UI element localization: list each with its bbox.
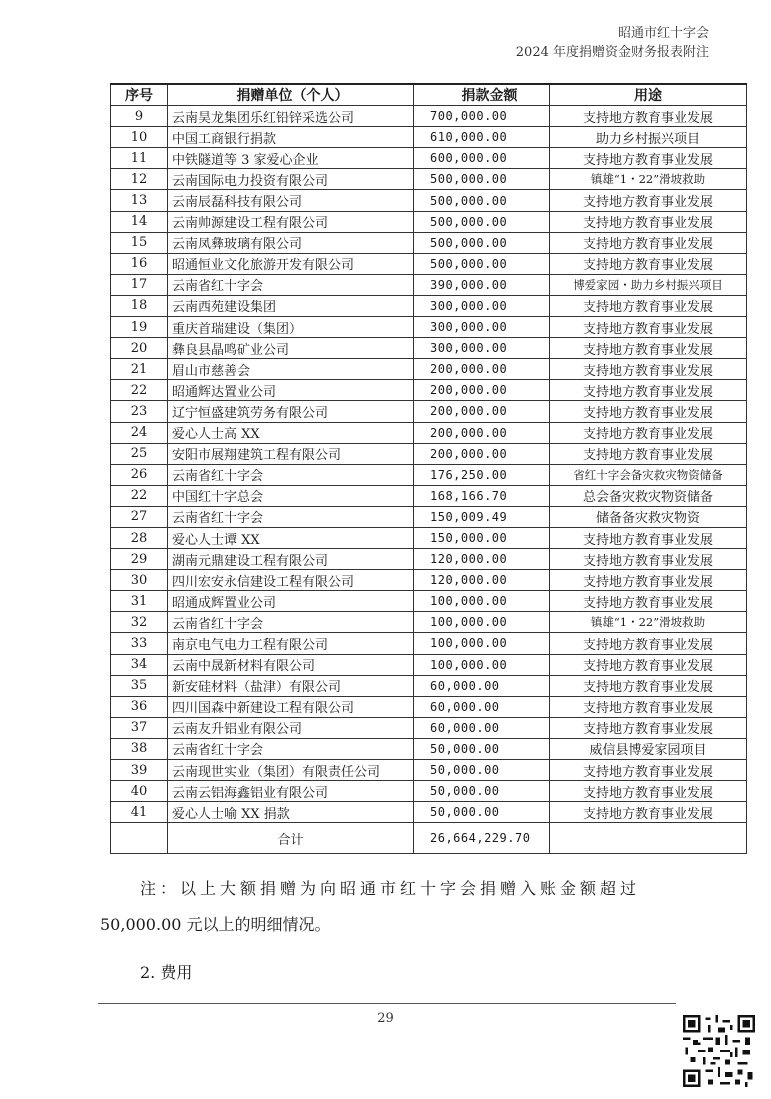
row-number: 25: [111, 443, 168, 464]
table-row: [111, 717, 747, 738]
donor-name: 爱心人士喻 XX 捐款: [168, 802, 414, 823]
row-number: 41: [111, 802, 168, 823]
table-row: [111, 781, 747, 802]
donor-name: 云南省红十字会: [168, 738, 414, 759]
table-row: [111, 612, 747, 633]
donor-name: 云南云铝海鑫铝业有限公司: [168, 781, 414, 802]
donation-amount: 200,000.00: [414, 359, 550, 380]
donor-name: 四川宏安永信建设工程有限公司: [168, 570, 414, 591]
donation-purpose: 支持地方教育事业发展: [550, 338, 747, 359]
donation-amount: 150,000.00: [414, 527, 550, 548]
row-number: 23: [111, 401, 168, 422]
row-number: 22: [111, 380, 168, 401]
table-row: [111, 802, 747, 823]
row-number: 14: [111, 211, 168, 232]
row-number: 10: [111, 127, 168, 148]
total-amount: 26,664,229.70: [414, 823, 550, 854]
donation-amount: 610,000.00: [414, 127, 550, 148]
donor-name: 云南省红十字会: [168, 274, 414, 295]
row-number: 18: [111, 295, 168, 316]
table-row: [111, 401, 747, 422]
donation-purpose: 博爱家园・助力乡村振兴项目: [550, 274, 747, 295]
donation-purpose: 支持地方教育事业发展: [550, 380, 747, 401]
total-empty-cell: [111, 823, 168, 854]
table-row: [111, 654, 747, 675]
donor-name: 彝良县晶鸣矿业公司: [168, 338, 414, 359]
donations-table: [110, 83, 747, 854]
table-row: [111, 359, 747, 380]
row-number: 17: [111, 274, 168, 295]
row-number: 36: [111, 696, 168, 717]
table-row: [111, 106, 747, 127]
donation-amount: 100,000.00: [414, 591, 550, 612]
donation-purpose: 支持地方教育事业发展: [550, 106, 747, 127]
donation-purpose: 支持地方教育事业发展: [550, 633, 747, 654]
donor-name: 昭通成辉置业公司: [168, 591, 414, 612]
donation-purpose: 总会备灾救灾物资储备: [550, 485, 747, 506]
donor-name: 重庆首瑞建设（集团）: [168, 317, 414, 338]
donation-purpose: 支持地方教育事业发展: [550, 717, 747, 738]
table-row: [111, 127, 747, 148]
section-heading: 2. 费用: [140, 963, 193, 982]
donation-purpose: 支持地方教育事业发展: [550, 359, 747, 380]
donation-amount: 700,000.00: [414, 106, 550, 127]
row-number: 34: [111, 654, 168, 675]
table-row: [111, 274, 747, 295]
col-header-donor: 捐赠单位（个人）: [168, 84, 414, 106]
row-number: 12: [111, 169, 168, 190]
donation-amount: 120,000.00: [414, 549, 550, 570]
row-number: 39: [111, 760, 168, 781]
row-number: 22: [111, 485, 168, 506]
donation-amount: 60,000.00: [414, 675, 550, 696]
donation-purpose: 镇雄“1・22”滑坡救助: [550, 612, 747, 633]
donation-amount: 300,000.00: [414, 338, 550, 359]
donation-purpose: 支持地方教育事业发展: [550, 317, 747, 338]
row-number: 16: [111, 253, 168, 274]
donation-amount: 300,000.00: [414, 317, 550, 338]
table-row: [111, 190, 747, 211]
donation-amount: 50,000.00: [414, 760, 550, 781]
donation-amount: 300,000.00: [414, 295, 550, 316]
donation-amount: 500,000.00: [414, 190, 550, 211]
donation-amount: 600,000.00: [414, 148, 550, 169]
donation-amount: 168,166.70: [414, 485, 550, 506]
donation-purpose: 支持地方教育事业发展: [550, 253, 747, 274]
table-row: [111, 317, 747, 338]
donation-amount: 176,250.00: [414, 464, 550, 485]
donor-name: 云南省红十字会: [168, 464, 414, 485]
donation-purpose: 支持地方教育事业发展: [550, 190, 747, 211]
donor-name: 湖南元鼎建设工程有限公司: [168, 549, 414, 570]
donor-name: 昭通辉达置业公司: [168, 380, 414, 401]
donation-amount: 200,000.00: [414, 443, 550, 464]
donation-purpose: 助力乡村振兴项目: [550, 127, 747, 148]
row-number: 9: [111, 106, 168, 127]
donor-name: 云南辰磊科技有限公司: [168, 190, 414, 211]
donor-name: 四川国森中新建设工程有限公司: [168, 696, 414, 717]
donation-amount: 50,000.00: [414, 738, 550, 759]
document-header: [516, 24, 709, 62]
table-row: [111, 591, 747, 612]
table-row: [111, 169, 747, 190]
donation-amount: 120,000.00: [414, 570, 550, 591]
table-row: [111, 527, 747, 548]
table-row: [111, 338, 747, 359]
donation-amount: 390,000.00: [414, 274, 550, 295]
row-number: 40: [111, 781, 168, 802]
row-number: 24: [111, 422, 168, 443]
donor-name: 云南昊龙集团乐红铅锌采选公司: [168, 106, 414, 127]
donation-purpose: 支持地方教育事业发展: [550, 781, 747, 802]
table-row: [111, 380, 747, 401]
donor-name: 爱心人士高 XX: [168, 422, 414, 443]
table-row: [111, 633, 747, 654]
donor-name: 新安硅材料（盐津）有限公司: [168, 675, 414, 696]
donation-amount: 150,009.49: [414, 506, 550, 527]
donation-amount: 100,000.00: [414, 612, 550, 633]
row-number: 27: [111, 506, 168, 527]
donation-amount: 60,000.00: [414, 717, 550, 738]
donation-amount: 100,000.00: [414, 633, 550, 654]
donation-amount: 500,000.00: [414, 232, 550, 253]
donation-amount: 50,000.00: [414, 802, 550, 823]
table-body: [111, 106, 747, 823]
table-row: [111, 485, 747, 506]
col-header-amount: 捐款金额: [414, 84, 550, 106]
donor-name: 辽宁恒盛建筑劳务有限公司: [168, 401, 414, 422]
donation-purpose: 支持地方教育事业发展: [550, 295, 747, 316]
row-number: 20: [111, 338, 168, 359]
qr-code-icon: [683, 1015, 755, 1087]
donor-name: 爱心人士谭 XX: [168, 527, 414, 548]
donation-amount: 100,000.00: [414, 654, 550, 675]
row-number: 32: [111, 612, 168, 633]
row-number: 38: [111, 738, 168, 759]
table-row: [111, 148, 747, 169]
donation-amount: 50,000.00: [414, 781, 550, 802]
donation-purpose: 支持地方教育事业发展: [550, 211, 747, 232]
donor-name: 云南省红十字会: [168, 506, 414, 527]
row-number: 35: [111, 675, 168, 696]
row-number: 30: [111, 570, 168, 591]
row-number: 21: [111, 359, 168, 380]
donation-purpose: 支持地方教育事业发展: [550, 570, 747, 591]
row-number: 11: [111, 148, 168, 169]
donor-name: 眉山市慈善会: [168, 359, 414, 380]
donor-name: 云南中晟新材料有限公司: [168, 654, 414, 675]
total-label: 合计: [168, 823, 414, 854]
donation-amount: 500,000.00: [414, 253, 550, 274]
table-row: [111, 232, 747, 253]
col-header-no: 序号: [111, 84, 168, 106]
donor-name: 云南国际电力投资有限公司: [168, 169, 414, 190]
donor-name: 中铁隧道等 3 家爱心企业: [168, 148, 414, 169]
row-number: 15: [111, 232, 168, 253]
donation-purpose: 支持地方教育事业发展: [550, 401, 747, 422]
donor-name: 云南友升铝业有限公司: [168, 717, 414, 738]
donation-amount: 500,000.00: [414, 211, 550, 232]
donation-purpose: 支持地方教育事业发展: [550, 654, 747, 675]
table-row: [111, 506, 747, 527]
donation-purpose: 支持地方教育事业发展: [550, 422, 747, 443]
donor-name: 云南现世实业（集团）有限责任公司: [168, 760, 414, 781]
donation-purpose: 支持地方教育事业发展: [550, 760, 747, 781]
table-row: [111, 253, 747, 274]
note-line-2: 50,000.00 元以上的明细情况。: [100, 915, 331, 934]
footer-divider: [98, 1003, 676, 1004]
table-row: [111, 675, 747, 696]
row-number: 37: [111, 717, 168, 738]
donation-amount: 60,000.00: [414, 696, 550, 717]
table-row: [111, 760, 747, 781]
row-number: 26: [111, 464, 168, 485]
table-row: [111, 549, 747, 570]
table-row: [111, 464, 747, 485]
donation-purpose: 支持地方教育事业发展: [550, 675, 747, 696]
table-row: [111, 696, 747, 717]
donation-amount: 200,000.00: [414, 422, 550, 443]
row-number: 19: [111, 317, 168, 338]
donation-purpose: 省红十字会备灾救灾物资储备: [550, 464, 747, 485]
donation-purpose: 储备备灾救灾物资: [550, 506, 747, 527]
donation-purpose: 支持地方教育事业发展: [550, 232, 747, 253]
table-header-row: [111, 84, 747, 106]
donation-amount: 200,000.00: [414, 401, 550, 422]
row-number: 33: [111, 633, 168, 654]
table-row: [111, 570, 747, 591]
donation-purpose: 支持地方教育事业发展: [550, 696, 747, 717]
header-org: 昭通市红十字会: [617, 26, 709, 41]
donor-name: 安阳市展翔建筑工程有限公司: [168, 443, 414, 464]
donation-purpose: 支持地方教育事业发展: [550, 802, 747, 823]
donation-purpose: 支持地方教育事业发展: [550, 591, 747, 612]
donor-name: 昭通恒业文化旅游开发有限公司: [168, 253, 414, 274]
donor-name: 云南西苑建设集团: [168, 295, 414, 316]
table-row: [111, 295, 747, 316]
donation-purpose: 支持地方教育事业发展: [550, 443, 747, 464]
donor-name: 云南帅源建设工程有限公司: [168, 211, 414, 232]
donor-name: 中国工商银行捐款: [168, 127, 414, 148]
donor-name: 南京电气电力工程有限公司: [168, 633, 414, 654]
donation-purpose: 镇雄“1・22”滑坡救助: [550, 169, 747, 190]
donation-purpose: 支持地方教育事业发展: [550, 148, 747, 169]
donation-amount: 200,000.00: [414, 380, 550, 401]
row-number: 29: [111, 549, 168, 570]
total-row: [111, 823, 747, 854]
donor-name: 中国红十字总会: [168, 485, 414, 506]
note-line-1: 注：以上大额捐赠为向昭通市红十字会捐赠入账金额超过: [140, 879, 641, 898]
total-purpose-empty: [550, 823, 747, 854]
table-row: [111, 211, 747, 232]
donation-purpose: 威信县博爱家园项目: [550, 738, 747, 759]
donor-name: 云南凤彝玻璃有限公司: [168, 232, 414, 253]
row-number: 31: [111, 591, 168, 612]
donation-amount: 500,000.00: [414, 169, 550, 190]
donor-name: 云南省红十字会: [168, 612, 414, 633]
donation-purpose: 支持地方教育事业发展: [550, 527, 747, 548]
table-row: [111, 443, 747, 464]
col-header-purpose: 用途: [550, 84, 747, 106]
row-number: 13: [111, 190, 168, 211]
header-report-title: 2024 年度捐赠资金财务报表附注: [515, 45, 709, 60]
table-row: [111, 422, 747, 443]
donation-purpose: 支持地方教育事业发展: [550, 549, 747, 570]
row-number: 28: [111, 527, 168, 548]
table-row: [111, 738, 747, 759]
page-number: 29: [377, 1011, 394, 1026]
